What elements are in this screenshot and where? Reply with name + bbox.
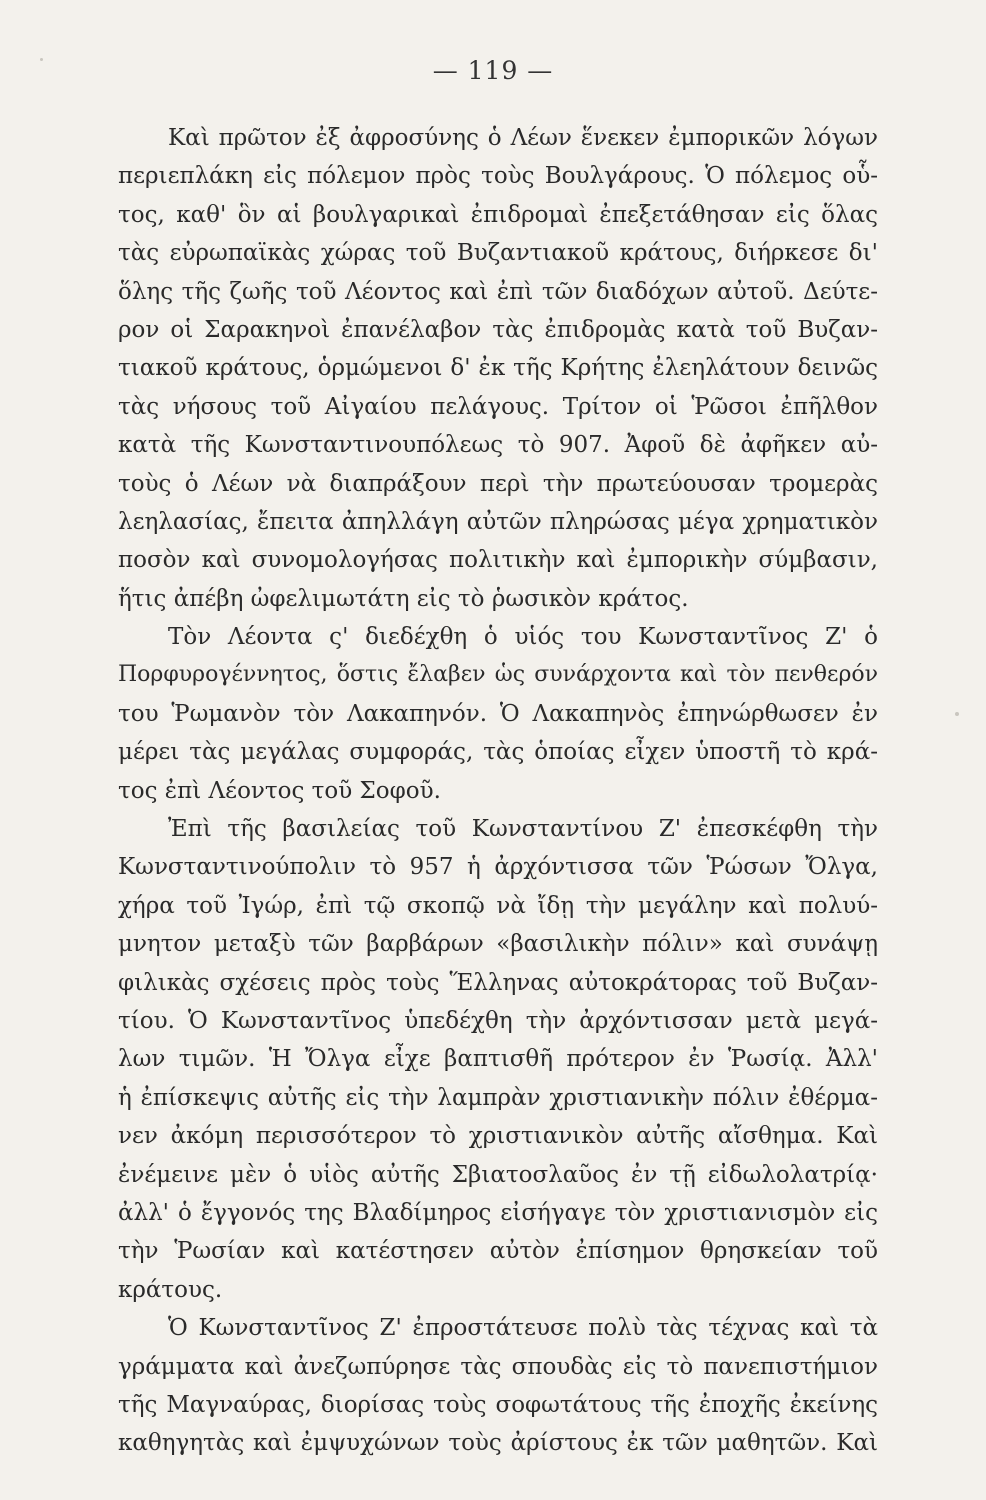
text-line: ποσὸν καὶ συνομολογήσας πολιτικὴν καὶ ἐμπορικὴν σύμβασιν, xyxy=(118,547,878,574)
text-line: τος ἐπὶ Λέοντος τοῦ Σοφοῦ. xyxy=(118,777,441,804)
text-line: ἥτις ἀπέβη ὠφελιμωτάτη εἰς τὸ ῥωσικὸν κράτος. xyxy=(118,585,689,612)
text-line: κατὰ τῆς Κωνσταντινουπόλεως τὸ 907. Ἀφοῦ δὲ ἀφῆκεν αὐ- xyxy=(118,432,878,459)
text-line: μέρει τὰς μεγάλας συμφοράς, τὰς ὁποίας εἶχεν ὑποστῆ τὸ κρά- xyxy=(118,739,878,766)
text-line: τοὺς ὁ Λέων νὰ διαπράξουν περὶ τὴν πρωτεύουσαν τρομερὰς xyxy=(118,470,878,497)
text-line: λων τιμῶν. Ἡ Ὄλγα εἶχε βαπτισθῆ πρότερον ἐν Ῥωσίᾳ. Ἀλλ' xyxy=(118,1046,878,1073)
text-line: Πορφυρογέννητος, ὅστις ἔλαβεν ὡς συνάρχοντα καὶ τὸν πενθερόν xyxy=(118,662,878,688)
text-line: κράτους. xyxy=(118,1276,223,1303)
text-line: ὅλης τῆς ζωῆς τοῦ Λέοντος καὶ ἐπὶ τῶν διαδόχων αὐτοῦ. Δεύτε- xyxy=(118,278,878,305)
text-line: τιακοῦ κράτους, ὁρμώμενοι δ' ἐκ τῆς Κρήτης ἐλεηλάτουν δεινῶς xyxy=(118,355,878,382)
text-line: ρον οἱ Σαρακηνοὶ ἐπανέλαβον τὰς ἐπιδρομὰς κατὰ τοῦ Βυζαν- xyxy=(118,316,878,343)
body-text xyxy=(118,119,878,1463)
text-line: μνητον μεταξὺ τῶν βαρβάρων «βασιλικὴν πόλιν» καὶ συνάψῃ xyxy=(118,931,878,958)
text-line: χήρα τοῦ Ἰγώρ, ἐπὶ τῷ σκοπῷ νὰ ἴδῃ τὴν μεγάλην καὶ πολυύ- xyxy=(118,892,878,919)
text-line: Κωνσταντινούπολιν τὸ 957 ἡ ἀρχόντισσα τῶν Ῥώσων Ὄλγα, xyxy=(118,854,878,881)
text-line: τὰς εὐρωπαϊκὰς χώρας τοῦ Βυζαντιακοῦ κράτους, διήρκεσε δι' xyxy=(118,240,878,267)
text-line: γράμματα καὶ ἀνεζωπύρησε τὰς σπουδὰς εἰς τὸ πανεπιστήμιον xyxy=(118,1353,878,1380)
text-line: λεηλασίας, ἔπειτα ἀπηλλάγη αὐτῶν πληρώσας μέγα χρηματικὸν xyxy=(118,508,878,535)
text-line: ἡ ἐπίσκεψις αὐτῆς εἰς τὴν λαμπρὰν χριστιανικὴν πόλιν ἐθέρμα- xyxy=(118,1084,878,1111)
text-line: καθηγητὰς καὶ ἐμψυχώνων τοὺς ἀρίστους ἐκ τῶν μαθητῶν. Καὶ xyxy=(118,1430,878,1457)
text-line: Ὁ Κωνσταντῖνος Ζ' ἐπροστάτευσε πολὺ τὰς τέχνας καὶ τὰ xyxy=(168,1315,878,1342)
text-line: περιεπλάκη εἰς πόλεμον πρὸς τοὺς Βουλγάρους. Ὁ πόλεμος οὗ- xyxy=(118,163,878,190)
text-line: τὴν Ῥωσίαν καὶ κατέστησεν αὐτὸν ἐπίσημον θρησκείαν τοῦ xyxy=(118,1238,878,1265)
text-line: φιλικὰς σχέσεις πρὸς τοὺς Ἕλληνας αὐτοκράτορας τοῦ Βυζαν- xyxy=(118,969,878,996)
text-line: τος, καθ' ὃν αἱ βουλγαρικαὶ ἐπιδρομαὶ ἐπεξετάθησαν εἰς ὅλας xyxy=(118,201,878,228)
text-line: του Ῥωμανὸν τὸν Λακαπηνόν. Ὁ Λακαπηνὸς ἐπηνώρθωσεν ἐν xyxy=(118,700,878,727)
paper-speck xyxy=(955,712,959,716)
page-number: — 119 — xyxy=(432,56,554,85)
text-line: Ἐπὶ τῆς βασιλείας τοῦ Κωνσταντίνου Ζ' ἐπεσκέφθη τὴν xyxy=(168,816,878,843)
text-line: τίου. Ὁ Κωνσταντῖνος ὑπεδέχθη τὴν ἀρχόντισσαν μετὰ μεγά- xyxy=(118,1007,878,1034)
text-line: ἀλλ' ὁ ἔγγονός της Βλαδίμηρος εἰσήγαγε τὸν χριστιανισμὸν εἰς xyxy=(118,1199,878,1226)
text-line: ἐνέμεινε μὲν ὁ υἱὸς αὐτῆς Σβιατοσλαῦος ἐν τῇ εἰδωλολατρίᾳ· xyxy=(118,1161,878,1188)
text-line: Καὶ πρῶτον ἐξ ἀφροσύνης ὁ Λέων ἕνεκεν ἐμπορικῶν λόγων xyxy=(168,125,878,151)
text-line: τὰς νήσους τοῦ Αἰγαίου πελάγους. Τρίτον οἱ Ῥῶσοι ἐπῆλθον xyxy=(118,393,878,420)
text-line: Τὸν Λέοντα ς' διεδέχθη ὁ υἱός του Κωνσταντῖνος Ζ' ὁ xyxy=(168,624,878,651)
paper-speck xyxy=(40,58,43,61)
text-line: τῆς Μαγναύρας, διορίσας τοὺς σοφωτάτους τῆς ἐποχῆς ἐκείνης xyxy=(118,1391,878,1418)
text-line: νεν ἀκόμη περισσότερον τὸ χριστιανικὸν αὐτῆς αἴσθημα. Καὶ xyxy=(118,1123,878,1150)
